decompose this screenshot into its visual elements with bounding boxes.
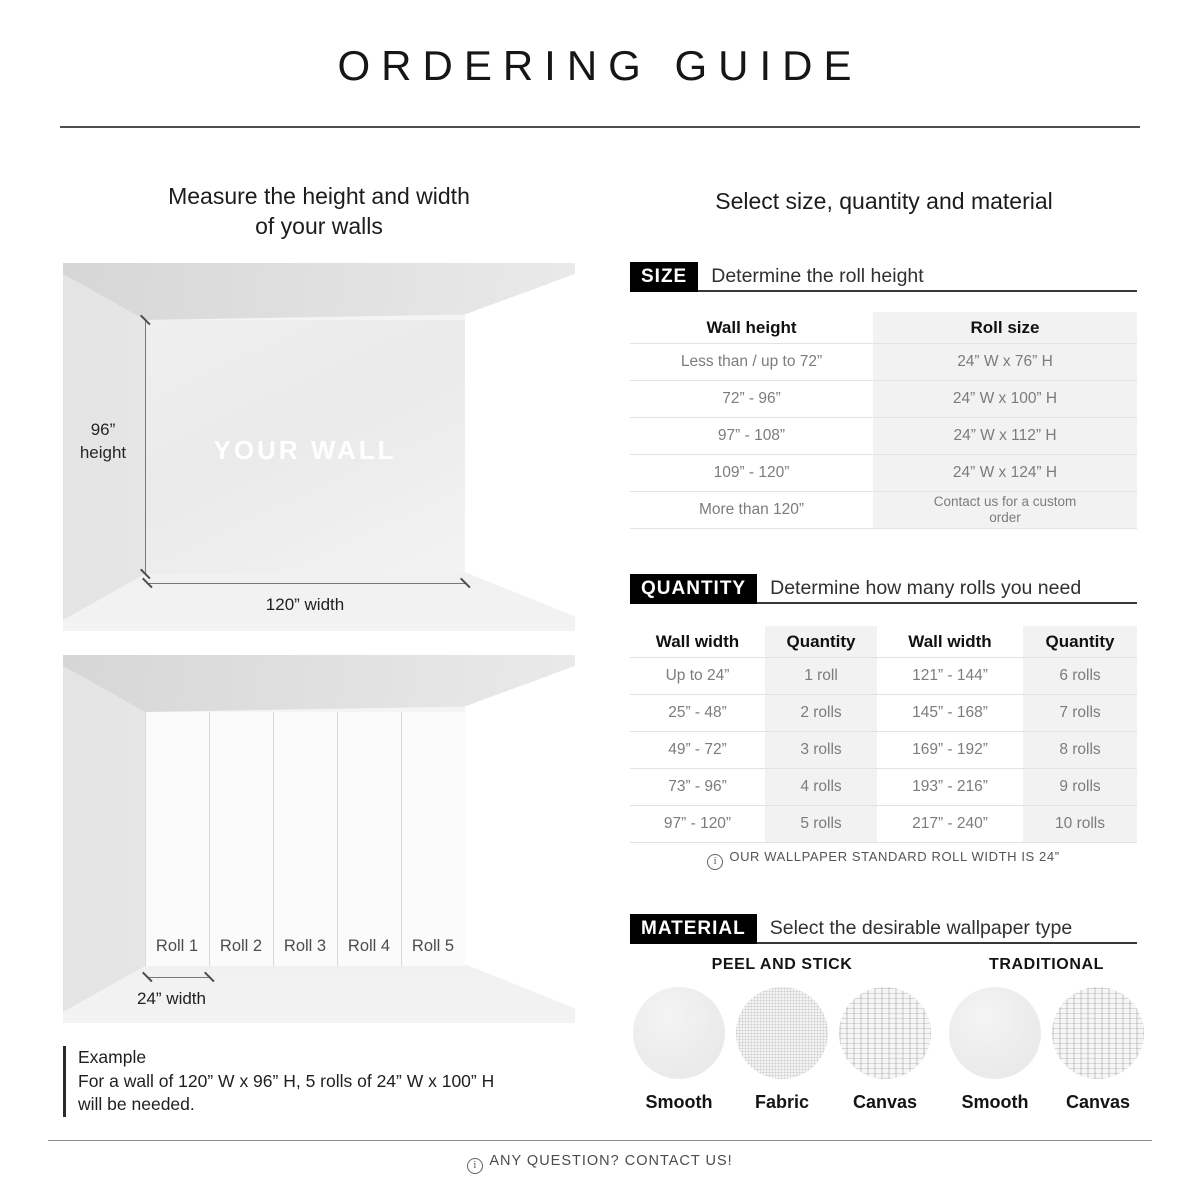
table-cell: 97” - 108” [630, 417, 873, 454]
roll-label: Roll 1 [155, 937, 199, 955]
table-cell: 9 rolls [1023, 768, 1137, 805]
wallpaper-roll-panels [145, 712, 465, 966]
table-cell: 2 rolls [765, 694, 877, 731]
info-icon [707, 854, 723, 870]
canvas-texture-swatch [839, 987, 931, 1079]
swatch-smooth [946, 987, 1044, 1113]
qty-col-wall-width-2: Wall width [908, 631, 992, 651]
measure-heading-line2: of your walls [255, 213, 383, 239]
swatch-label: Fabric [754, 1092, 810, 1112]
height-value: 96” [90, 420, 116, 439]
size-badge: SIZE [630, 262, 698, 292]
example-line1: For a wall of 120” W x 96” H, 5 rolls of 24” W x 100” H [78, 1070, 495, 1091]
swatch-row [630, 987, 934, 1113]
measure-heading [63, 181, 575, 241]
table-cell: 24” W x 112” H [873, 417, 1137, 454]
table-cell: 73” - 96” [630, 768, 765, 805]
size-section-header [630, 262, 1137, 292]
table-cell: Less than / up to 72” [630, 343, 873, 380]
custom-order-note: Contact us for a custom order [933, 494, 1077, 525]
table-cell: 72” - 96” [630, 380, 873, 417]
footer-divider [48, 1140, 1152, 1141]
table-cell: 4 rolls [765, 768, 877, 805]
quantity-badge: QUANTITY [630, 574, 757, 604]
smooth-texture-swatch [949, 987, 1041, 1079]
qty-col-quantity-2: Quantity [1023, 626, 1137, 657]
example-title: Example [78, 1047, 147, 1067]
roll-label: Roll 4 [347, 937, 391, 955]
table-cell: 24” W x 76” H [873, 343, 1137, 380]
table-cell: 1 roll [765, 657, 877, 694]
table-cell: 193” - 216” [877, 768, 1023, 805]
height-label [63, 418, 143, 464]
your-wall-label: YOUR WALL [213, 435, 397, 465]
material-group-traditional [946, 956, 1147, 1113]
roll-width-note-text: OUR WALLPAPER STANDARD ROLL WIDTH IS 24” [729, 849, 1060, 864]
roll-width-dimension-line [147, 977, 209, 978]
table-cell: 5 rolls [765, 805, 877, 843]
material-badge: MATERIAL [630, 914, 757, 944]
size-col-wall-height: Wall height [706, 317, 797, 337]
material-groups [630, 956, 1137, 1113]
qty-col-wall-width-1: Wall width [655, 631, 740, 651]
size-col-roll-size: Roll size [873, 312, 1137, 343]
swatch-label: Canvas [852, 1092, 918, 1112]
select-heading: Select size, quantity and material [715, 188, 1053, 214]
swatch-label: Canvas [1065, 1092, 1131, 1112]
page-title: ORDERING GUIDE [337, 42, 863, 89]
table-cell: 24” W x 124” H [873, 454, 1137, 491]
swatch-label: Smooth [961, 1092, 1029, 1112]
roll-label: Roll 3 [283, 937, 327, 955]
table-cell: 49” - 72” [630, 731, 765, 768]
table-cell: 7 rolls [1023, 694, 1137, 731]
table-cell: 8 rolls [1023, 731, 1137, 768]
measure-heading-line1: Measure the height and width [168, 183, 470, 209]
info-icon [467, 1158, 483, 1174]
table-cell: 3 rolls [765, 731, 877, 768]
size-subtitle: Determine the roll height [698, 262, 1137, 292]
table-cell: 169” - 192” [877, 731, 1023, 768]
swatch-fabric [733, 987, 831, 1113]
roll-width-note [630, 849, 1137, 870]
example-line2: will be needed. [78, 1094, 195, 1114]
room-illustration-rolls [63, 655, 575, 1023]
table-cell: 145” - 168” [877, 694, 1023, 731]
material-group-peel-and-stick [630, 956, 934, 1113]
quantity-subtitle: Determine how many rolls you need [757, 574, 1137, 604]
swatch-row [946, 987, 1147, 1113]
quantity-table [630, 626, 1137, 843]
swatch-canvas [1049, 987, 1147, 1113]
table-cell: 121” - 144” [877, 657, 1023, 694]
roll-labels [145, 937, 465, 956]
width-label: 120” width [265, 595, 345, 614]
table-cell [873, 491, 1137, 529]
top-divider [60, 126, 1140, 128]
group-title: TRADITIONAL [988, 956, 1105, 973]
table-cell: Up to 24” [630, 657, 765, 694]
table-cell: 109” - 120” [630, 454, 873, 491]
swatch-label: Smooth [645, 1092, 713, 1112]
material-subtitle: Select the desirable wallpaper type [757, 914, 1137, 944]
group-title: PEEL AND STICK [711, 956, 853, 973]
swatch-canvas [836, 987, 934, 1113]
roll-label: Roll 5 [411, 937, 455, 955]
smooth-texture-swatch [633, 987, 725, 1079]
quantity-section-header [630, 574, 1137, 604]
size-table [630, 312, 1137, 529]
width-dimension-line [147, 583, 465, 584]
table-cell: 6 rolls [1023, 657, 1137, 694]
roll-width-label: 24” width [137, 989, 206, 1008]
contact-note [0, 1153, 1200, 1174]
contact-note-text: ANY QUESTION? CONTACT US! [489, 1153, 733, 1169]
fabric-texture-swatch [736, 987, 828, 1079]
roll-label: Roll 2 [219, 937, 263, 955]
example-block [63, 1046, 494, 1117]
material-section-header [630, 914, 1137, 944]
table-cell: 10 rolls [1023, 805, 1137, 843]
swatch-smooth [630, 987, 728, 1113]
table-cell: 25” - 48” [630, 694, 765, 731]
table-cell: 97” - 120” [630, 805, 765, 843]
height-word: height [79, 443, 127, 462]
table-cell: More than 120” [630, 491, 873, 529]
table-cell: 217” - 240” [877, 805, 1023, 843]
table-cell: 24” W x 100” H [873, 380, 1137, 417]
canvas-texture-swatch [1052, 987, 1144, 1079]
qty-col-quantity-1: Quantity [765, 626, 877, 657]
room-illustration-measure [63, 263, 575, 631]
